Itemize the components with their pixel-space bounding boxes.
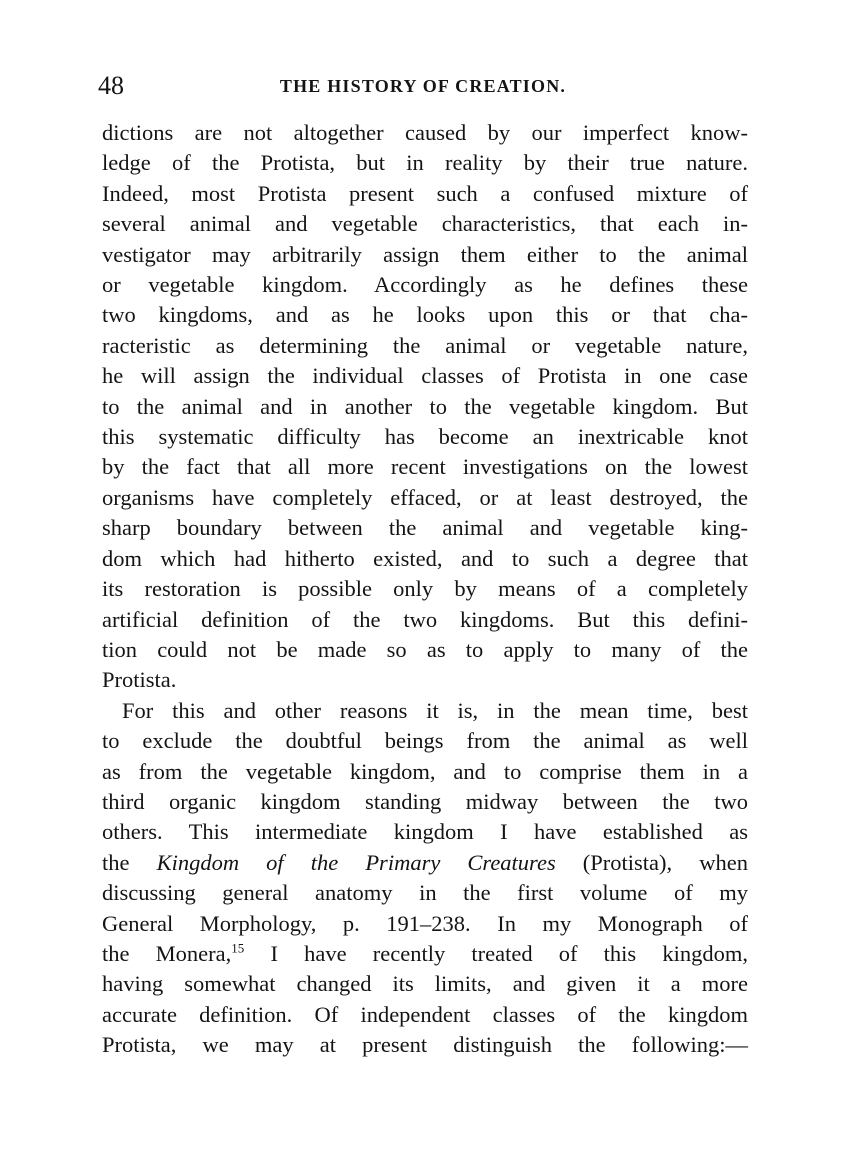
body-text — [102, 118, 748, 1061]
text-run: the Monera, — [102, 940, 232, 966]
italic-term: Kingdom of the Primary Creatures — [156, 849, 556, 875]
text-line: two kingdoms, and as he looks upon this or that cha- — [102, 302, 748, 328]
text-line: ledge of the Protista, but in reality by their true nature. — [102, 150, 748, 176]
text-line: artificial definition of the two kingdoms. But this defini- — [102, 606, 748, 632]
text-line: he will assign the individual classes of Protista in one case — [102, 363, 748, 389]
text-line: third organic kingdom standing midway between the two — [102, 788, 748, 814]
paragraph-1 — [102, 118, 748, 696]
text-line: this systematic difficulty has become an inextricable knot — [102, 424, 748, 450]
text-line: Indeed, most Protista present such a confused mixture of — [102, 180, 748, 206]
text-line: organisms have completely effaced, or at least destroyed, the — [102, 484, 748, 510]
text-run: (Protista), when — [555, 849, 748, 875]
footnote-ref: 15 — [231, 940, 245, 956]
paragraph-2 — [102, 696, 748, 1061]
text-line: dictions are not altogether caused by our imperfect know- — [102, 120, 748, 145]
text-line: racteristic as determining the animal or vegetable nature, — [102, 332, 748, 358]
text-run: I have recently treated of this kingdom, — [244, 940, 748, 966]
text-line: dom which had hitherto existed, and to such a degree that — [102, 545, 748, 571]
text-line: its restoration is possible only by means of a completely — [102, 576, 748, 602]
text-line: Protista, we may at present distinguish the following:— — [102, 1032, 748, 1058]
text-line — [102, 939, 748, 969]
text-line: Protista. — [102, 667, 177, 693]
text-line: by the fact that all more recent investigations on the lowest — [102, 454, 748, 480]
page-number: 48 — [98, 71, 124, 100]
text-line: several animal and vegetable characteristics, that each in- — [102, 211, 748, 237]
text-line: to the animal and in another to the vegetable kingdom. But — [102, 393, 748, 419]
text-line: to exclude the doubtful beings from the animal as well — [102, 728, 748, 754]
text-run: the — [102, 849, 157, 875]
text-line: or vegetable kingdom. Accordingly as he defines these — [102, 272, 748, 298]
text-line: having somewhat changed its limits, and given it a more — [102, 971, 748, 997]
text-line: vestigator may arbitrarily assign them either to the animal — [102, 241, 748, 267]
text-line: For this and other reasons it is, in the mean time, best — [122, 697, 748, 723]
running-head: THE HISTORY OF CREATION. — [279, 76, 567, 96]
text-line: discussing general anatomy in the first volume of my — [102, 880, 748, 906]
text-line: tion could not be made so as to apply to many of the — [102, 636, 748, 662]
text-line: sharp boundary between the animal and vegetable king- — [102, 515, 748, 541]
text-line: accurate definition. Of independent classes of the kingdom — [102, 1001, 748, 1027]
text-line: as from the vegetable kingdom, and to comprise them in a — [102, 758, 748, 784]
text-line: General Morphology, p. 191–238. In my Monograph of — [102, 910, 748, 936]
page-header — [98, 66, 748, 106]
text-line: others. This intermediate kingdom I have established as — [102, 819, 748, 845]
text-line — [102, 848, 748, 878]
